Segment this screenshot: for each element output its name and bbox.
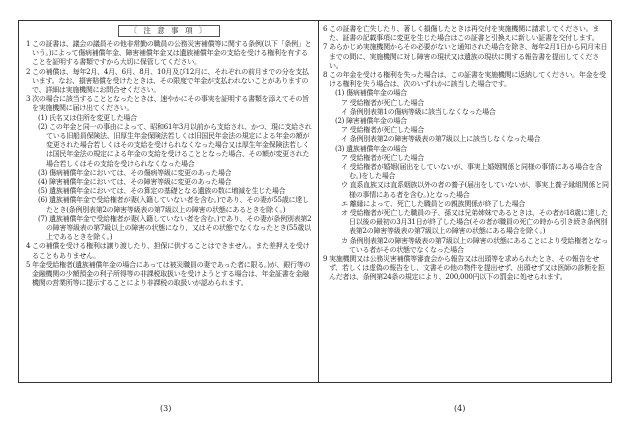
notice-item: オ 受給権者が死亡した職員の子、孫又は兄弟姉妹であるときは、その者が18歳に達した日以後の最初の3月31日が終了した場合(その者が職員の死亡の時から引き続き条例別表第2の障害等級表の第7級以上の障害の状態にある場合を除く。): [341, 209, 608, 236]
notice-item: ア 受給権者が死亡した場合: [341, 126, 424, 135]
notice-item: ア 受給権者が死亡した場合: [341, 153, 424, 162]
right-column: [323, 25, 609, 283]
notice-item: 2 この補償は、毎年2月、4月、6月、8月、10月及び12月に、それぞれの前月までの分を支払います。なお、損害賠償を受けたときは、その限度で年金が支払われないことがありますので、詳細は実施機関にお問合せください。: [26, 67, 309, 95]
left-notice-list: [26, 40, 312, 288]
page-number-right: (4): [454, 404, 466, 413]
notice-item: (2) 障害補償年金の場合: [335, 117, 407, 126]
notice-item: (4) 障害補償年金においては、その障害等級に変更のあった場合: [38, 178, 232, 187]
notice-item: ウ 直系血族又は直系姻族以外の者の養子(届出をしていないが、事実上養子縁組関係と同様の事情にある者を含む。)となった場合: [341, 181, 609, 199]
notice-item: イ 条例別表第1の傷病等級に該当しなくなった場合: [341, 107, 496, 116]
notice-item: ア 受給権者が死亡した場合: [341, 98, 424, 107]
notice-item: 8 この年金を受ける権利を失った場合は、この証書を実施機関に返納してください。年金を受ける権利を失う場合は、次のいずれかに該当した場合です。: [323, 71, 606, 89]
notice-item: エ 離縁によって、死亡した職員との親族関係が終了した場合: [341, 199, 526, 208]
notice-item: (5) 遺族補償年金においては、その算定の基礎となる遺族の数に増減を生じた場合: [38, 187, 286, 196]
notice-item: 4 この補償を受ける権利は譲り渡したり、担保に供することはできません。また差押えを受けることもありません。: [26, 242, 310, 260]
left-column: [26, 25, 312, 288]
notice-item: 5 年金受給権者(遺族補償年金の場合にあっては被災職員の妻であった者に限る。)が、銀行等の金融機関の少額預金の利子所得等の非課税取扱いを受けようとする場合は、年金証書を金融機関の営業所等に提示することにより非課税の取扱いが認められます。: [26, 260, 311, 288]
notice-item: 3 次の場合に該当することとなったときは、速やかにその事実を証明する書類を添えてその旨を実施機関に届け出てください。: [26, 95, 309, 113]
notice-item: (2) この年金と同一の事由によって、昭和61年3月以前から支給され、かつ、現に支給されている旧船員保険法、旧厚生年金保険法若しくは旧国民年金法の規定による年金の額が変更された場合若しくはその支給を受けられなくなった場合又は厚生年金保険法若しくは国民年金法の規定による年金の支給を受けることとなった場合、その額が変更された場合若しくはその支給を受けられなくなった場合: [38, 122, 312, 168]
notice-item: イ 受給権者が婚姻(届出をしていないが、事実上婚姻関係と同様の事情にある場合を含む。)をした場合: [341, 163, 602, 181]
notice-item: カ 条例別表第2の障害等級表の第7級以上の障害の状態にあることにより受給権者となっている者がその状態でなくなった場合: [341, 236, 608, 254]
notice-item: 9 実施機関又は公務災害補償等審査会から報告又は出頭等を求められたとき、その報告をせず、若しくは虚偽の報告をし、文書その他の物件を提出せず、出頭せず又は医師の診断を拒んだ者は、条例第24条の規定により、200,000円以下の罰金に処せられます。: [323, 255, 605, 282]
notice-item: イ 条例別表第2の障害等級表の第7級以上に該当しなくなった場合: [341, 135, 541, 144]
notice-item: 7 あらかじめ実施機関からその必要がないと通知された場合を除き、毎年2月1日から同月末日までの間に、実施機関に対し障害の現状又は遺族の現状に関する報告書を提出してください。: [323, 43, 608, 70]
notice-item: (1) 氏名又は住所を変更した場合: [38, 113, 137, 122]
page-number-left: (3): [160, 404, 172, 413]
notice-item: 1 この証書は、議会の議員その他非常勤の職員の公務災害補償等に関する条例(以下「条例」という。)によって傷病補償年金、障害補償年金又は遺族補償年金の支給を受ける権利を有することを証明する書類ですから大切に保管してください。: [26, 40, 312, 67]
column-divider: [318, 20, 319, 383]
notice-item: (3) 遺族補償年金の場合: [335, 144, 407, 153]
right-notice-list: [323, 25, 609, 283]
notice-item: (1) 傷病補償年金の場合: [335, 89, 407, 98]
notice-item: (3) 傷病補償年金においては、その傷病等級に変更のあった場合: [38, 168, 232, 177]
notice-item: 6 この証書を亡失したり、著しく損傷したときは再交付を実施機関に請求してください。また、証書の記載事項に変更を生じた場合はこの証書と引換えに新しい証書を交付します。: [323, 25, 600, 43]
notice-item: (6) 遺族補償年金で受給権者が妻(入籍していない者を含む。)であり、その妻が55歳に達したとき(条例別表第2の障害等級表の第7級以上の障害の状態にあるときを除く。): [38, 196, 309, 214]
notice-item: (7) 遺族補償年金で受給権者が妻(入籍していない者を含む。)であり、その妻が条例別表第2の障害等級表の第7級以上の障害の状態になり、又はその状態でなくなったとき(55歳以上であるときを除く。): [38, 214, 312, 242]
notice-heading: 〔 注 意 事 項 〕: [118, 25, 220, 37]
